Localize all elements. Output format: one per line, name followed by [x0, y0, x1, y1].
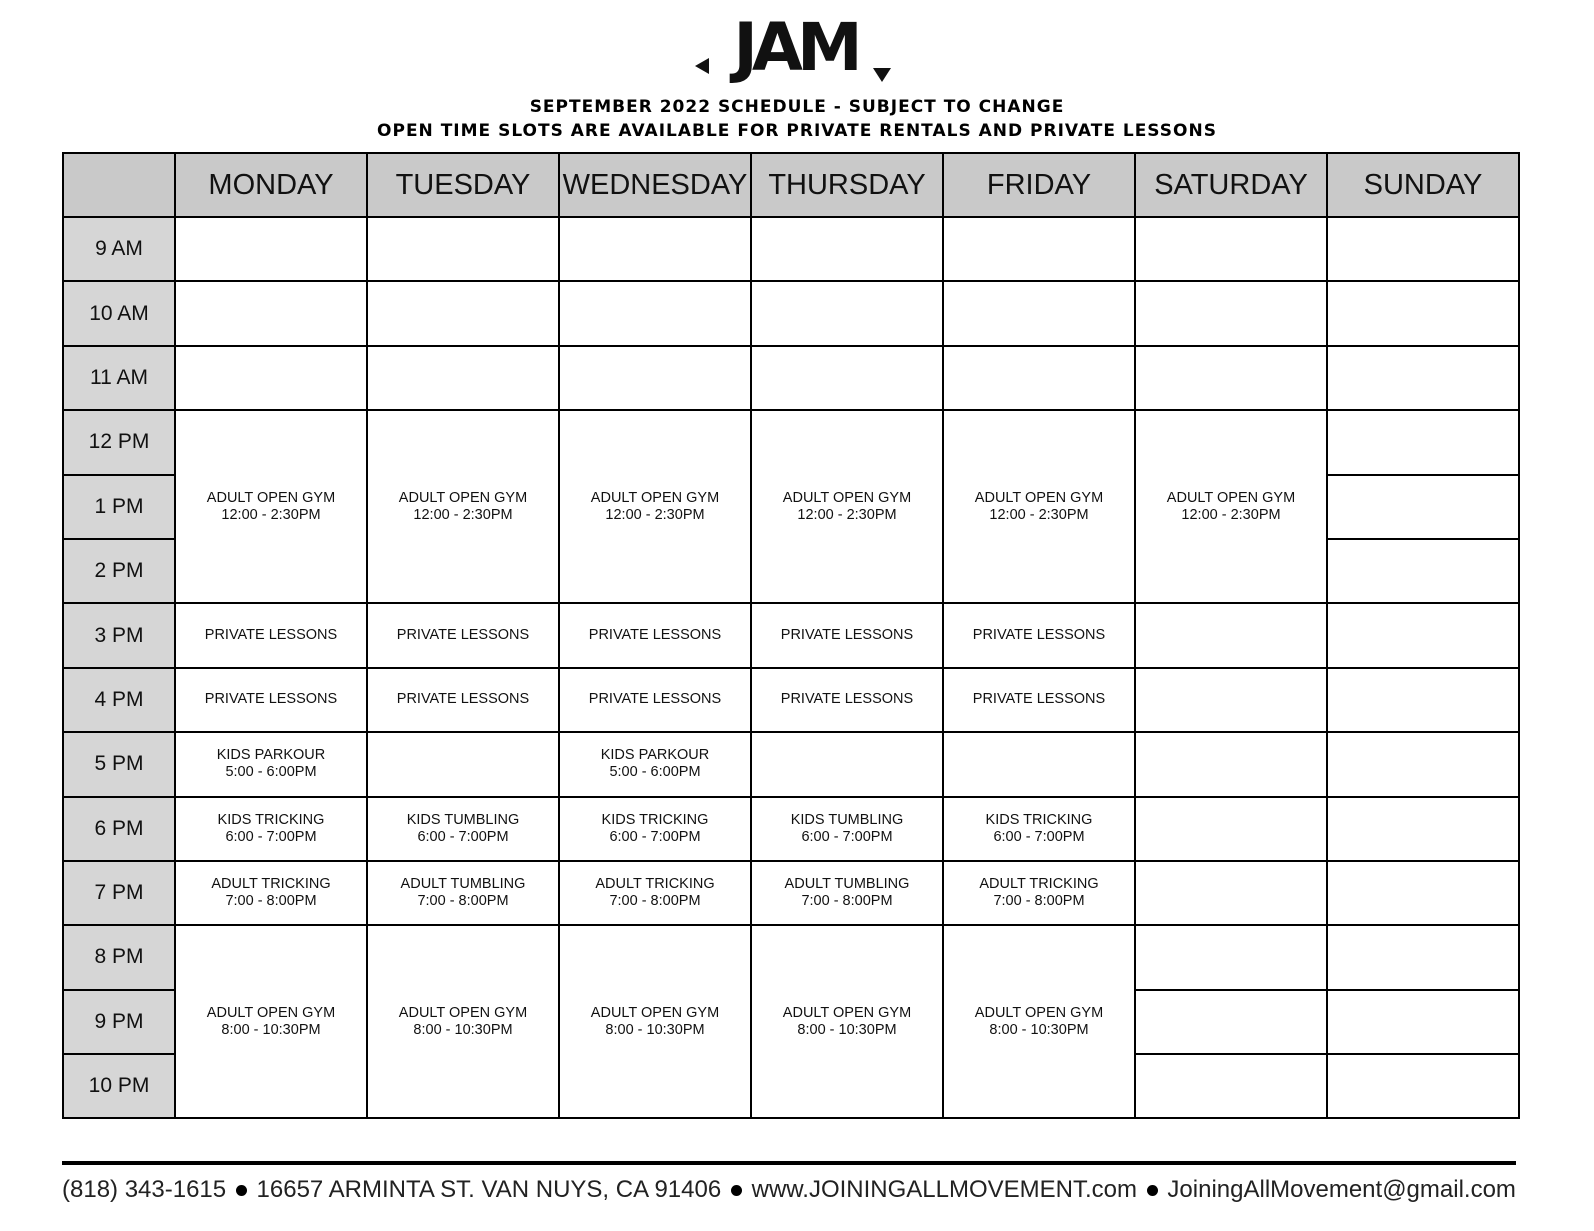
time-label: 4 PM	[63, 668, 175, 732]
empty-slot	[751, 217, 943, 281]
empty-slot	[1327, 668, 1519, 732]
event-adult-open-gym-monday	[175, 410, 367, 603]
empty-slot	[559, 346, 751, 410]
event-time: 7:00 - 8:00PM	[609, 893, 701, 910]
event-title: ADULT OPEN GYM	[590, 1004, 720, 1021]
time-label: 6 PM	[63, 797, 175, 861]
event-title: ADULT OPEN GYM	[590, 489, 720, 506]
empty-slot	[751, 732, 943, 796]
event-kids-tumbling-tuesday	[367, 797, 559, 861]
empty-slot	[1327, 346, 1519, 410]
event-adult-open-gym-night-friday	[943, 925, 1135, 1118]
empty-slot	[367, 732, 559, 796]
event-kids-parkour-wednesday	[559, 732, 751, 796]
event-adult-open-gym-wednesday	[559, 410, 751, 603]
event-time: 6:00 - 7:00PM	[801, 828, 893, 845]
day-header-tuesday: TUESDAY	[367, 153, 559, 217]
time-label: 10 AM	[63, 281, 175, 345]
event-time: 6:00 - 7:00PM	[609, 828, 701, 845]
event-private-lessons: PRIVATE LESSONS	[559, 668, 751, 732]
empty-slot	[751, 281, 943, 345]
table-row	[63, 410, 1519, 474]
event-title: ADULT OPEN GYM	[974, 1004, 1104, 1021]
event-time: 6:00 - 7:00PM	[993, 828, 1085, 845]
bullet-icon	[236, 1185, 247, 1196]
event-adult-open-gym-night-thursday	[751, 925, 943, 1118]
empty-slot	[175, 217, 367, 281]
day-header-monday: MONDAY	[175, 153, 367, 217]
bullet-icon	[731, 1185, 742, 1196]
day-header-saturday: SATURDAY	[1135, 153, 1327, 217]
event-private-lessons: PRIVATE LESSONS	[559, 603, 751, 667]
jam-logo	[695, 8, 895, 86]
empty-slot	[1327, 539, 1519, 603]
footer	[62, 1176, 1516, 1204]
footer-website-link[interactable]: www.JOININGALLMOVEMENT.com	[751, 1176, 1138, 1203]
event-title: ADULT TUMBLING	[784, 876, 910, 893]
event-time: 12:00 - 2:30PM	[989, 506, 1089, 523]
empty-slot	[1327, 1054, 1519, 1118]
time-label: 10 PM	[63, 1054, 175, 1118]
empty-slot	[1327, 925, 1519, 989]
event-title: KIDS PARKOUR	[216, 747, 326, 764]
event-adult-tumbling-thursday	[751, 861, 943, 925]
event-time: 8:00 - 10:30PM	[221, 1021, 321, 1038]
event-title: ADULT OPEN GYM	[206, 489, 336, 506]
event-title: ADULT TRICKING	[211, 876, 331, 893]
table-row	[63, 925, 1519, 989]
schedule-subtitle: OPEN TIME SLOTS ARE AVAILABLE FOR PRIVATE RENTALS AND PRIVATE LESSONS	[377, 121, 1217, 141]
event-adult-tumbling-tuesday	[367, 861, 559, 925]
empty-slot	[1135, 990, 1327, 1054]
empty-slot	[175, 346, 367, 410]
event-time: 8:00 - 10:30PM	[605, 1021, 705, 1038]
table-row	[63, 217, 1519, 281]
event-title: ADULT TRICKING	[595, 876, 715, 893]
time-label: 2 PM	[63, 539, 175, 603]
event-private-lessons: PRIVATE LESSONS	[751, 603, 943, 667]
empty-slot	[1135, 797, 1327, 861]
empty-slot	[1327, 475, 1519, 539]
empty-slot	[1135, 1054, 1327, 1118]
day-header-wednesday: WEDNESDAY	[559, 153, 751, 217]
event-title: KIDS TRICKING	[601, 811, 709, 828]
event-adult-open-gym-friday	[943, 410, 1135, 603]
header-row	[63, 153, 1519, 217]
empty-slot	[1327, 861, 1519, 925]
event-title: ADULT OPEN GYM	[398, 1004, 528, 1021]
event-title: ADULT TUMBLING	[400, 876, 526, 893]
event-time: 5:00 - 6:00PM	[609, 764, 701, 781]
empty-slot	[943, 732, 1135, 796]
event-adult-open-gym-saturday	[1135, 410, 1327, 603]
event-kids-tricking-wednesday	[559, 797, 751, 861]
time-label: 1 PM	[63, 475, 175, 539]
time-label: 8 PM	[63, 925, 175, 989]
event-title: ADULT OPEN GYM	[398, 489, 528, 506]
logo-left-arrow-icon	[695, 58, 709, 74]
event-title: KIDS TRICKING	[985, 811, 1093, 828]
logo-down-arrow-icon	[873, 68, 891, 82]
empty-slot	[1135, 281, 1327, 345]
day-header-friday: FRIDAY	[943, 153, 1135, 217]
event-title: KIDS TUMBLING	[790, 811, 904, 828]
event-time: 6:00 - 7:00PM	[417, 828, 509, 845]
event-private-lessons: PRIVATE LESSONS	[367, 603, 559, 667]
event-adult-tricking-monday	[175, 861, 367, 925]
empty-slot	[367, 281, 559, 345]
empty-slot	[1327, 603, 1519, 667]
event-private-lessons: PRIVATE LESSONS	[175, 668, 367, 732]
empty-slot	[1327, 990, 1519, 1054]
event-adult-open-gym-night-tuesday	[367, 925, 559, 1118]
event-adult-open-gym-tuesday	[367, 410, 559, 603]
table-row	[63, 346, 1519, 410]
logo-text: JAM	[733, 9, 857, 86]
time-label: 12 PM	[63, 410, 175, 474]
empty-slot	[1327, 217, 1519, 281]
event-time: 8:00 - 10:30PM	[989, 1021, 1089, 1038]
empty-slot	[1135, 925, 1327, 989]
empty-slot	[1135, 217, 1327, 281]
table-row	[63, 603, 1519, 667]
event-private-lessons: PRIVATE LESSONS	[943, 603, 1135, 667]
event-kids-tricking-monday	[175, 797, 367, 861]
event-time: 7:00 - 8:00PM	[225, 893, 317, 910]
empty-slot	[1135, 668, 1327, 732]
event-time: 5:00 - 6:00PM	[225, 764, 317, 781]
event-time: 8:00 - 10:30PM	[797, 1021, 897, 1038]
table-row	[63, 732, 1519, 796]
event-title: ADULT OPEN GYM	[974, 489, 1104, 506]
footer-divider	[62, 1161, 1516, 1165]
time-label: 3 PM	[63, 603, 175, 667]
event-time: 12:00 - 2:30PM	[797, 506, 897, 523]
empty-slot	[1135, 861, 1327, 925]
empty-slot	[367, 346, 559, 410]
day-header-thursday: THURSDAY	[751, 153, 943, 217]
event-time: 7:00 - 8:00PM	[993, 893, 1085, 910]
day-header-sunday: SUNDAY	[1327, 153, 1519, 217]
empty-slot	[1135, 346, 1327, 410]
event-kids-tricking-friday	[943, 797, 1135, 861]
time-label: 9 AM	[63, 217, 175, 281]
corner-cell	[63, 153, 175, 217]
event-adult-tricking-wednesday	[559, 861, 751, 925]
empty-slot	[559, 281, 751, 345]
empty-slot	[175, 281, 367, 345]
time-label: 9 PM	[63, 990, 175, 1054]
event-private-lessons: PRIVATE LESSONS	[751, 668, 943, 732]
empty-slot	[751, 346, 943, 410]
event-time: 8:00 - 10:30PM	[413, 1021, 513, 1038]
empty-slot	[943, 217, 1135, 281]
table-row	[63, 668, 1519, 732]
empty-slot	[1327, 732, 1519, 796]
event-title: KIDS TUMBLING	[406, 811, 520, 828]
table-row	[63, 861, 1519, 925]
footer-phone[interactable]: (818) 343-1615	[62, 1176, 227, 1203]
time-label: 5 PM	[63, 732, 175, 796]
empty-slot	[559, 217, 751, 281]
event-time: 7:00 - 8:00PM	[801, 893, 893, 910]
time-label: 7 PM	[63, 861, 175, 925]
event-adult-open-gym-thursday	[751, 410, 943, 603]
event-adult-open-gym-night-monday	[175, 925, 367, 1118]
event-kids-tumbling-thursday	[751, 797, 943, 861]
event-time: 12:00 - 2:30PM	[221, 506, 321, 523]
event-title: ADULT TRICKING	[979, 876, 1099, 893]
footer-email-link[interactable]: JoiningAllMovement@gmail.com	[1167, 1176, 1516, 1203]
footer-address: 16657 ARMINTA ST. VAN NUYS, CA 91406	[256, 1176, 722, 1203]
event-title: ADULT OPEN GYM	[782, 1004, 912, 1021]
event-time: 6:00 - 7:00PM	[225, 828, 317, 845]
event-kids-parkour-monday	[175, 732, 367, 796]
bullet-icon	[1147, 1185, 1158, 1196]
empty-slot	[1135, 603, 1327, 667]
event-private-lessons: PRIVATE LESSONS	[367, 668, 559, 732]
empty-slot	[1327, 410, 1519, 474]
event-adult-tricking-friday	[943, 861, 1135, 925]
event-title: ADULT OPEN GYM	[782, 489, 912, 506]
event-title: KIDS PARKOUR	[600, 747, 710, 764]
event-time: 12:00 - 2:30PM	[413, 506, 513, 523]
empty-slot	[1135, 732, 1327, 796]
event-time: 7:00 - 8:00PM	[417, 893, 509, 910]
event-title: ADULT OPEN GYM	[1166, 489, 1296, 506]
empty-slot	[943, 281, 1135, 345]
table-row	[63, 281, 1519, 345]
empty-slot	[1327, 281, 1519, 345]
event-private-lessons: PRIVATE LESSONS	[175, 603, 367, 667]
event-time: 12:00 - 2:30PM	[605, 506, 705, 523]
schedule-title: SEPTEMBER 2022 SCHEDULE - SUBJECT TO CHANGE	[529, 97, 1065, 117]
time-label: 11 AM	[63, 346, 175, 410]
table-row	[63, 797, 1519, 861]
event-private-lessons: PRIVATE LESSONS	[943, 668, 1135, 732]
empty-slot	[1327, 797, 1519, 861]
event-time: 12:00 - 2:30PM	[1181, 506, 1281, 523]
schedule-table	[62, 152, 1520, 1119]
empty-slot	[943, 346, 1135, 410]
event-title: KIDS TRICKING	[217, 811, 325, 828]
event-title: ADULT OPEN GYM	[206, 1004, 336, 1021]
event-adult-open-gym-night-wednesday	[559, 925, 751, 1118]
empty-slot	[367, 217, 559, 281]
